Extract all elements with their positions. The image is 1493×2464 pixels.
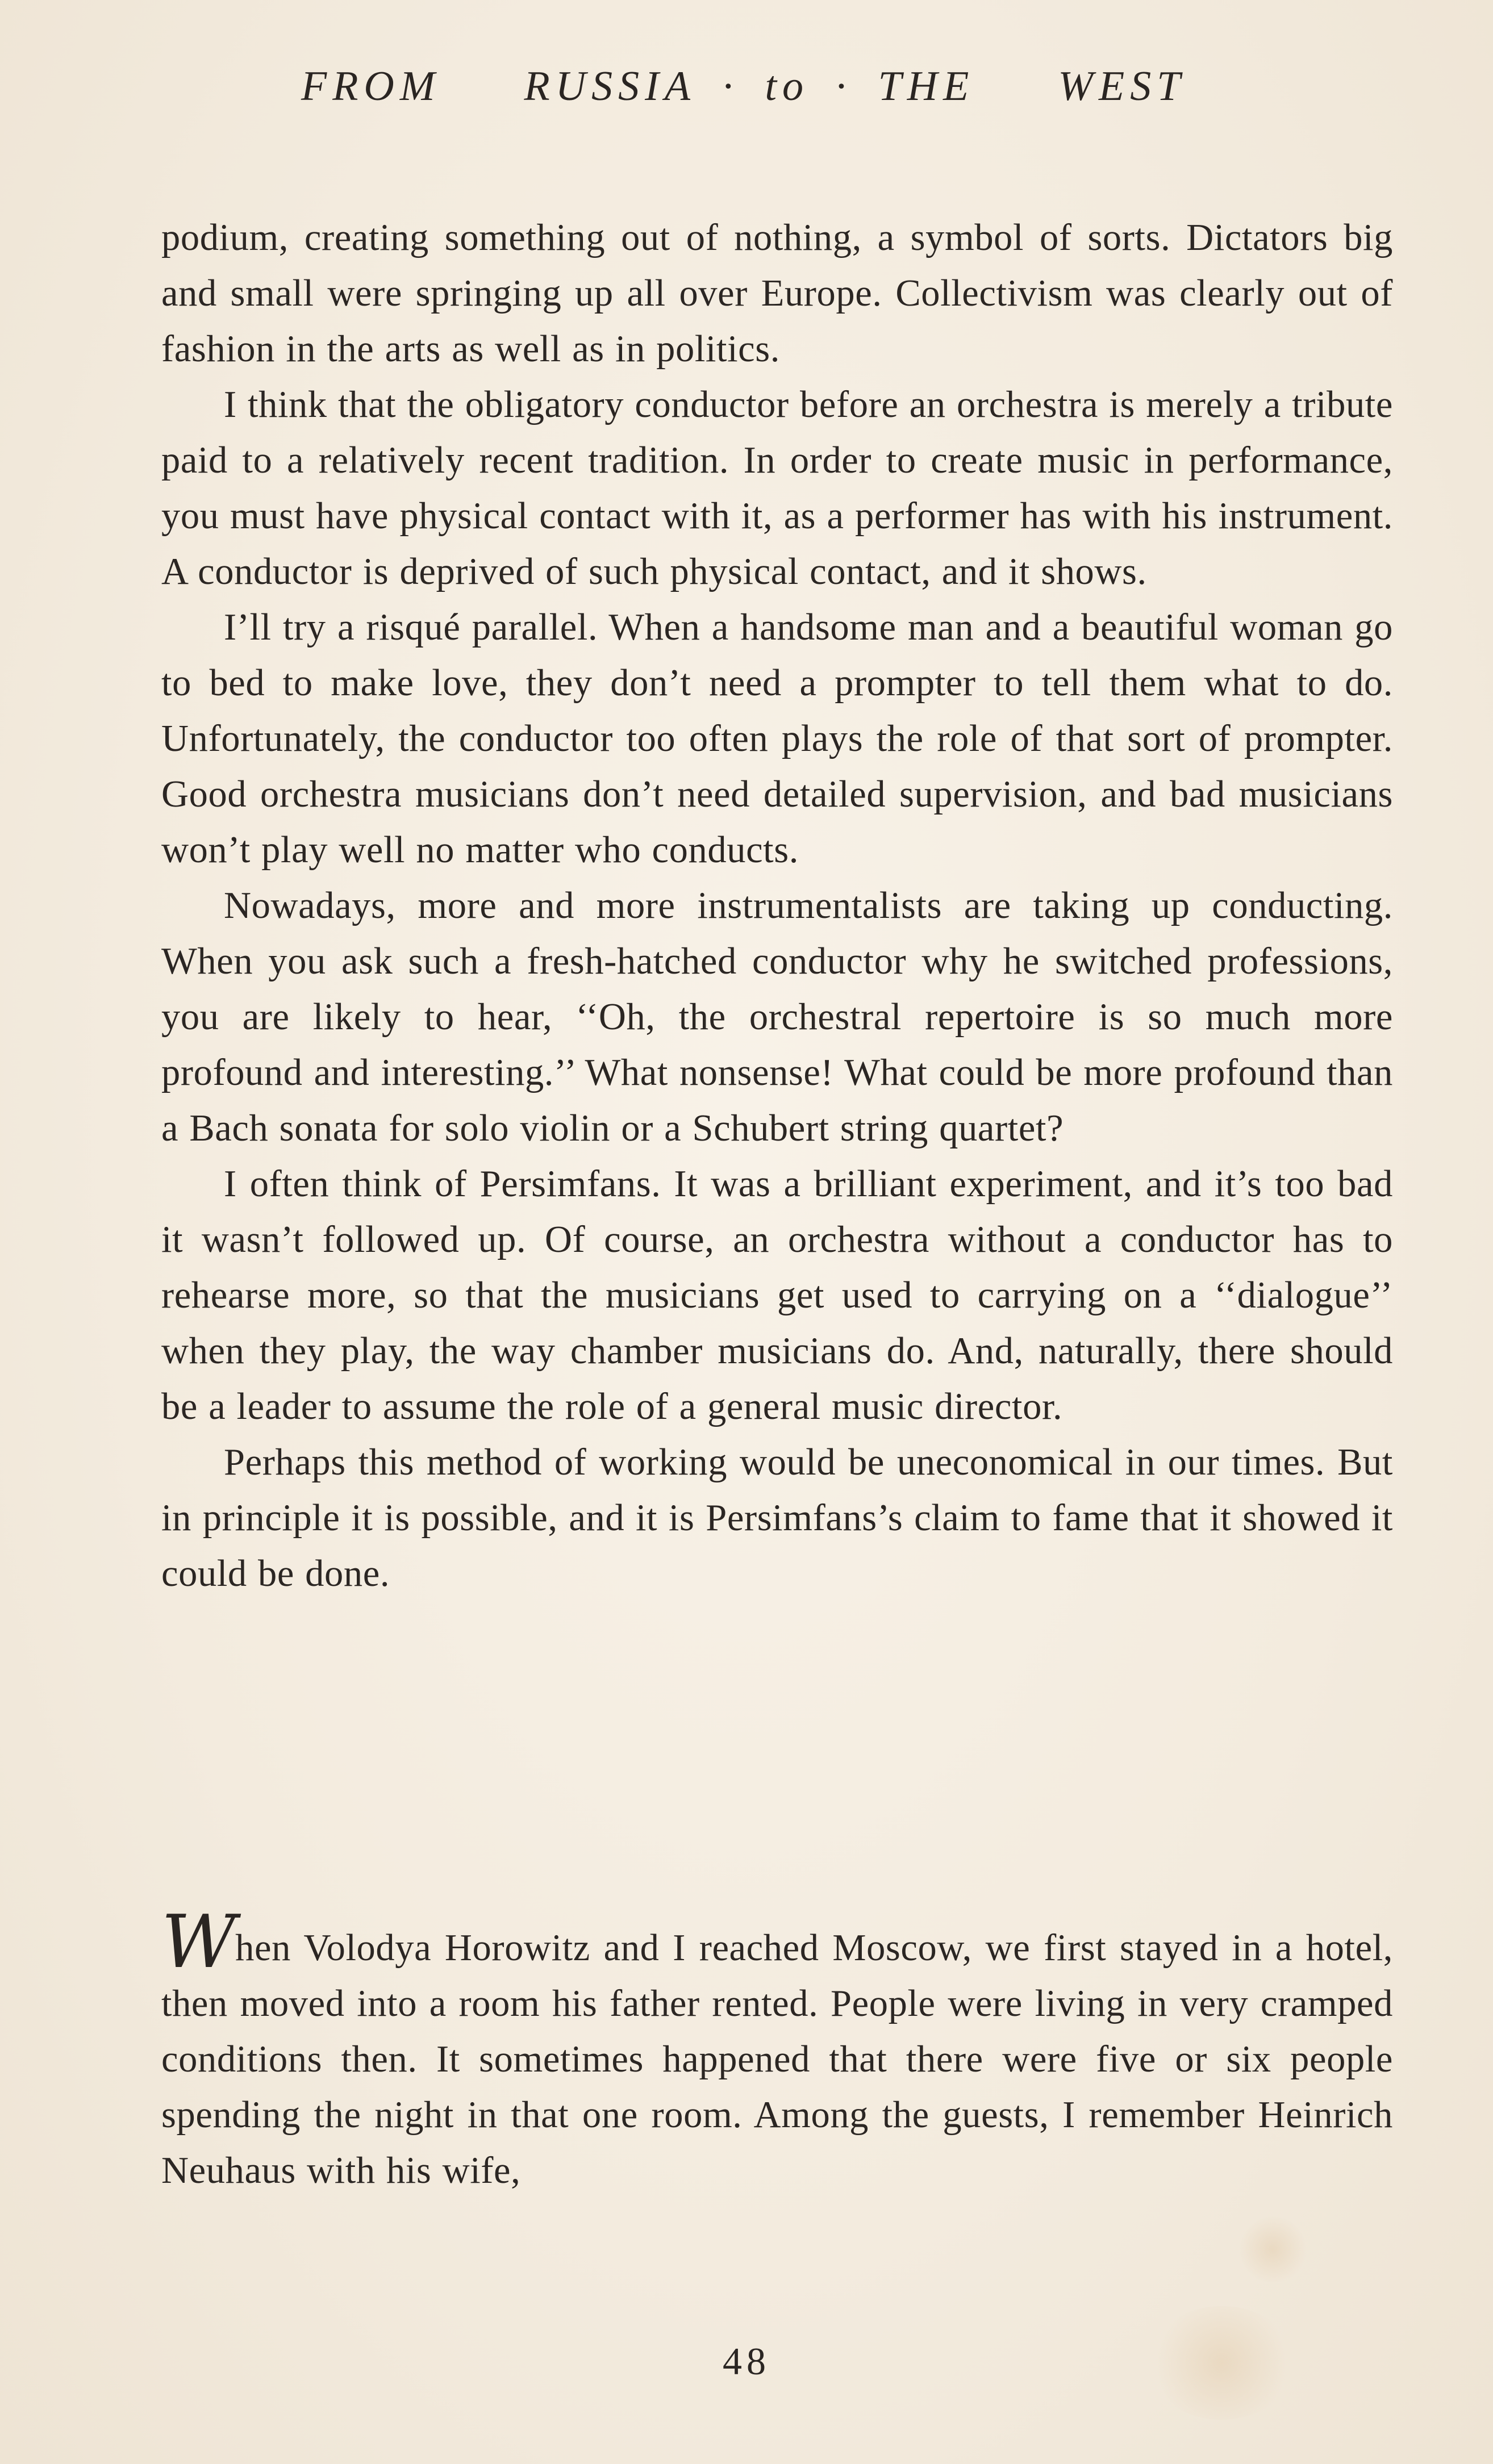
running-head-separator: ·	[722, 63, 739, 110]
paragraph: Nowadays, more and more instrumentalists are taking up conducting. When you ask such a fresh-hatched conductor why he switched professions, you are likely to hear, ‘‘Oh, the orchestral repertoire is so much more profound and interesting.’’ What nonsense! What could be more profound than a Bach sonata for solo violin or a Schubert string quartet?	[161, 885, 1393, 1149]
paper-stain	[1238, 2215, 1307, 2283]
paragraph: I often think of Persimfans. It was a brilliant experiment, and it’s too bad it wasn’t followed up. Of course, an orchestra without a conductor has to rehearse more, so that the musicians get used to carrying on a ‘‘dialogue’’ when they play, the way chamber musicians do. And, naturally, there should be a leader to assume the role of a general music director.	[161, 1163, 1393, 1427]
section-two	[161, 1900, 1393, 2199]
running-head-separator: ·	[835, 63, 852, 110]
paragraph: I’ll try a risqué parallel. When a handsome man and a beautiful woman go to bed to make love, they don’t need a prompter to tell them what to do. Unfortunately, the conductor too often plays the role of that sort of prompter. Good orchestra musicians don’t need detailed supervision, and bad musicians won’t play well no matter who conducts.	[161, 607, 1393, 871]
body-text	[161, 210, 1393, 1602]
running-head-word: FROM	[301, 63, 441, 110]
section-paragraph-text: hen Volodya Horowitz and I reached Moscow, we first stayed in a hotel, then moved into a room his father rented. People were living in very cramped conditions then. It sometimes happened that there were five or six people spending the night in that one room. Among the guests, I remember Heinrich Neuhaus with his wife,	[161, 1927, 1393, 2191]
running-head-word: WEST	[1058, 63, 1186, 110]
paragraph: I think that the obligatory conductor before an orchestra is merely a tribute paid to a relatively recent tradition. In order to create music in performance, you must have physical contact with it, as a performer has with his instrument. A conductor is deprived of such physical contact, and it shows.	[161, 384, 1393, 592]
drop-cap: W	[161, 1900, 237, 1985]
running-head-word: RUSSIA	[524, 63, 696, 110]
page-number: 48	[723, 2340, 770, 2383]
paragraph: Perhaps this method of working would be uneconomical in our times. But in principle it is possible, and it is Persimfans’s claim to fame that it showed it could be done.	[161, 1442, 1393, 1594]
section-paragraph	[161, 1900, 1393, 2199]
running-head	[301, 62, 1238, 111]
running-head-word: THE	[878, 63, 975, 110]
running-head-word: to	[765, 63, 810, 110]
paragraph: podium, creating something out of nothing, a symbol of sorts. Dictators big and small were springing up all over Europe. Collectivism was clearly out of fashion in the arts as well as in politics.	[161, 217, 1393, 370]
